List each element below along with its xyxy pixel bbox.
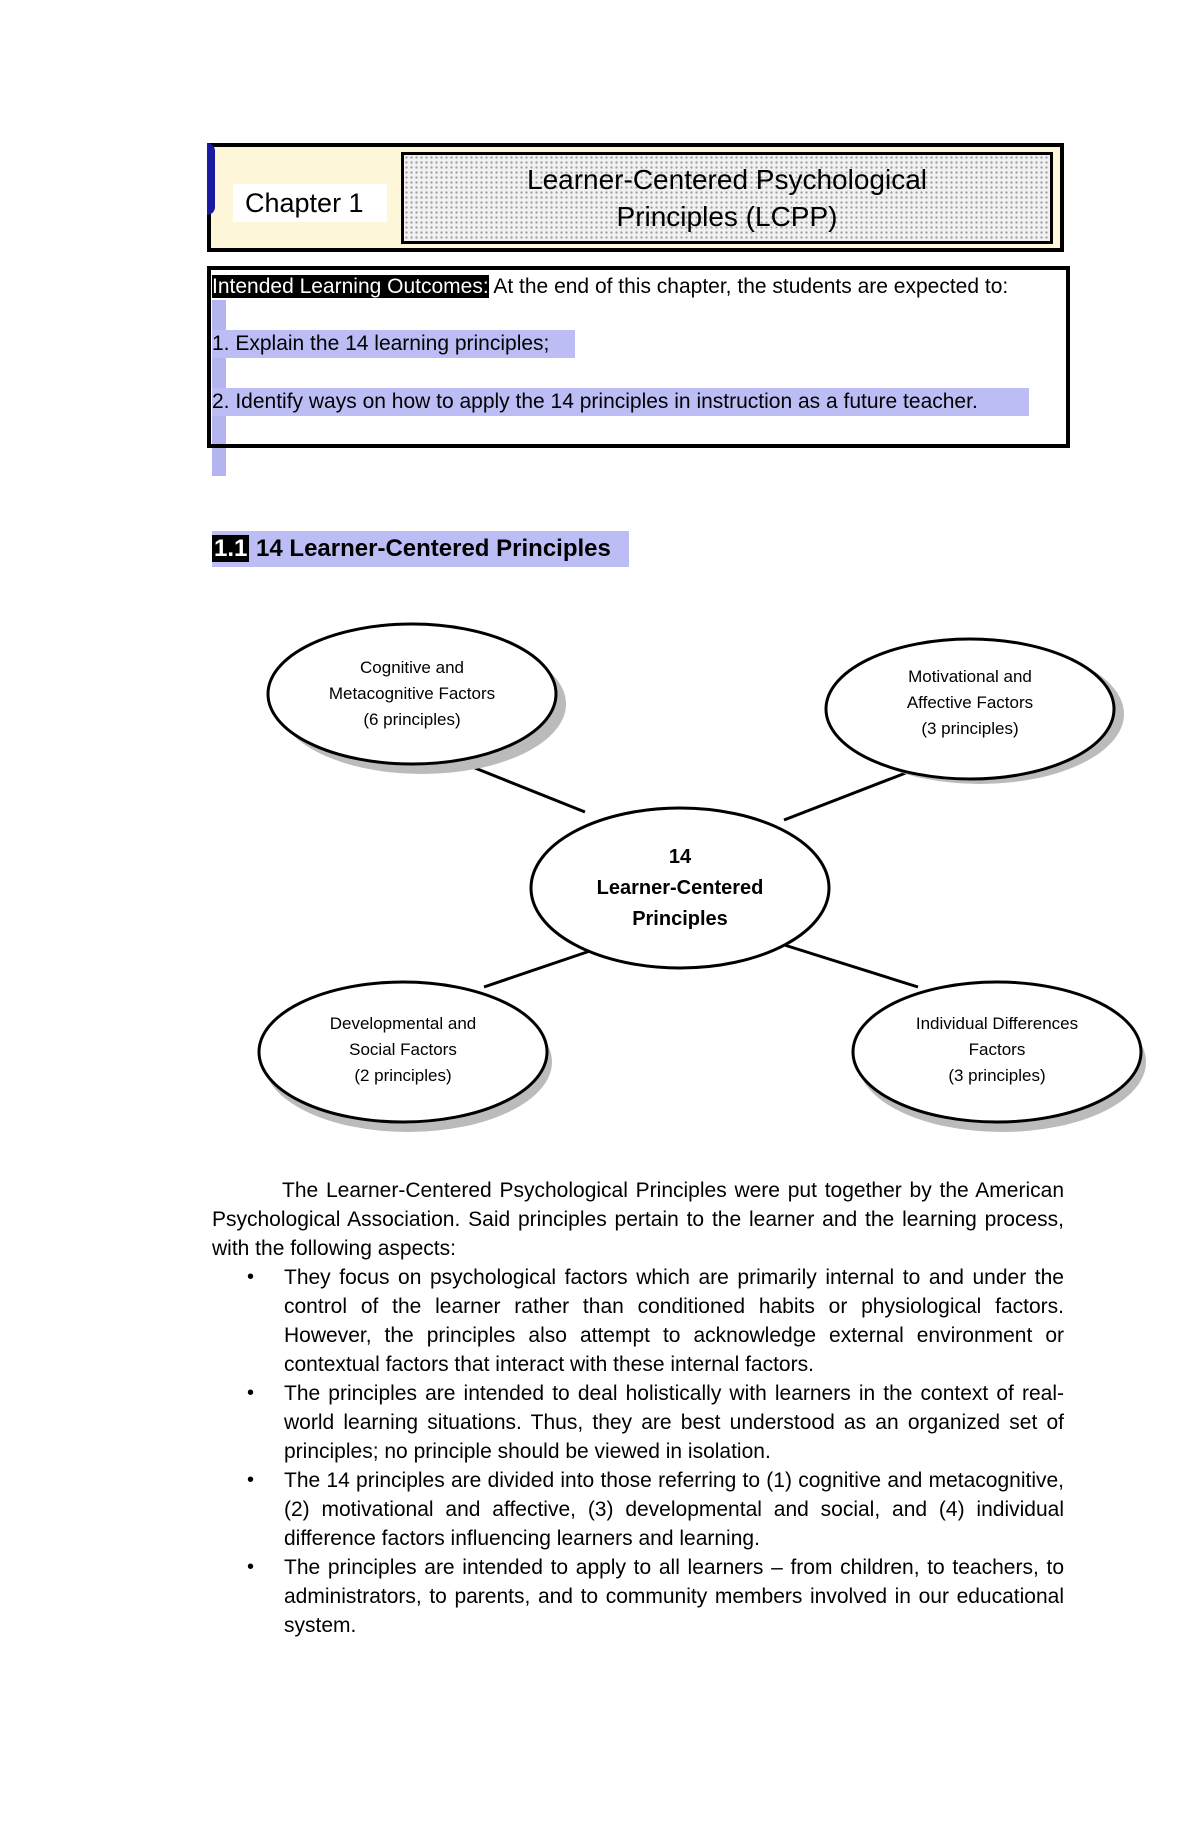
center-line: Learner-Centered [596, 876, 764, 899]
center-line: Principles [632, 907, 728, 930]
node-line: Individual Differences [915, 1014, 1079, 1033]
outcome-item-2: 2. Identify ways on how to apply the 14 principles in instruction as a future teacher. [212, 388, 1029, 416]
list-item [212, 1553, 1064, 1640]
node-line: Developmental and [329, 1014, 477, 1033]
bullet-icon: • [247, 1266, 255, 1288]
list-item-text: The 14 principles are divided into those referring to (1) cognitive and metacognitive, (2) motivational and affective, (3) developmental and social, and (4) individual difference factors influencing learners and learning. [284, 1469, 1064, 1550]
node-center-label [531, 808, 829, 968]
bullet-icon: • [247, 1469, 255, 1491]
node-line: Social Factors [349, 1040, 457, 1059]
node-line: Motivational and [908, 667, 1032, 686]
list-item [212, 1466, 1064, 1553]
node-motivational-label [826, 633, 1114, 773]
chapter-title-line1: Learner-Centered Psychological [527, 164, 927, 195]
bullet-icon: • [247, 1382, 255, 1404]
connector-top-left [465, 764, 585, 812]
list-item-text: They focus on psychological factors which are primarily internal to and under the control of the learner rather than conditioned habits or physiological factors. However, the principles also attempt to acknowledge external environment or contextual factors that interact with these internal factors. [284, 1266, 1064, 1376]
node-line: (3 principles) [921, 719, 1019, 738]
list-item [212, 1263, 1064, 1379]
node-line: (3 principles) [948, 1066, 1046, 1085]
center-line: 14 [668, 845, 692, 868]
node-line: (2 principles) [354, 1066, 452, 1085]
outcomes-label: Intended Learning Outcomes: [212, 275, 489, 298]
outcome-item-1: 1. Explain the 14 learning principles; [212, 330, 575, 358]
aspects-list [212, 1263, 1064, 1640]
node-cognitive-label [268, 624, 556, 764]
section-number: 1.1 [214, 535, 248, 562]
outcomes-intro: At the end of this chapter, the students are expected to: [488, 275, 1009, 298]
node-developmental-label [259, 980, 547, 1120]
bullet-icon: • [247, 1556, 255, 1578]
node-line: Cognitive and [360, 658, 464, 677]
node-individual-label [853, 980, 1141, 1120]
node-line: (6 principles) [363, 710, 461, 729]
section-title: 14 Learner-Centered Principles [249, 535, 611, 562]
node-line: Affective Factors [906, 693, 1034, 712]
node-line: Metacognitive Factors [328, 684, 496, 703]
list-item-text: The principles are intended to deal holistically with learners in the context of real-world learning situations. Thus, they are best understood as an organized set of principles; no principle should be viewed in isolation. [284, 1382, 1064, 1463]
node-line: Factors [968, 1040, 1026, 1059]
chapter-label: Chapter 1 [233, 184, 387, 222]
list-item-text: The principles are intended to apply to all learners – from children, to teachers, to administrators, to parents, and to community members involved in our educational system. [284, 1556, 1064, 1637]
intro-paragraph: The Learner-Centered Psychological Principles were put together by the American Psychological Association. Said principles pertain to the learner and the learning process, with the following aspects: [212, 1179, 1064, 1260]
chapter-title-line2: Principles (LCPP) [616, 201, 838, 232]
list-item [212, 1379, 1064, 1466]
